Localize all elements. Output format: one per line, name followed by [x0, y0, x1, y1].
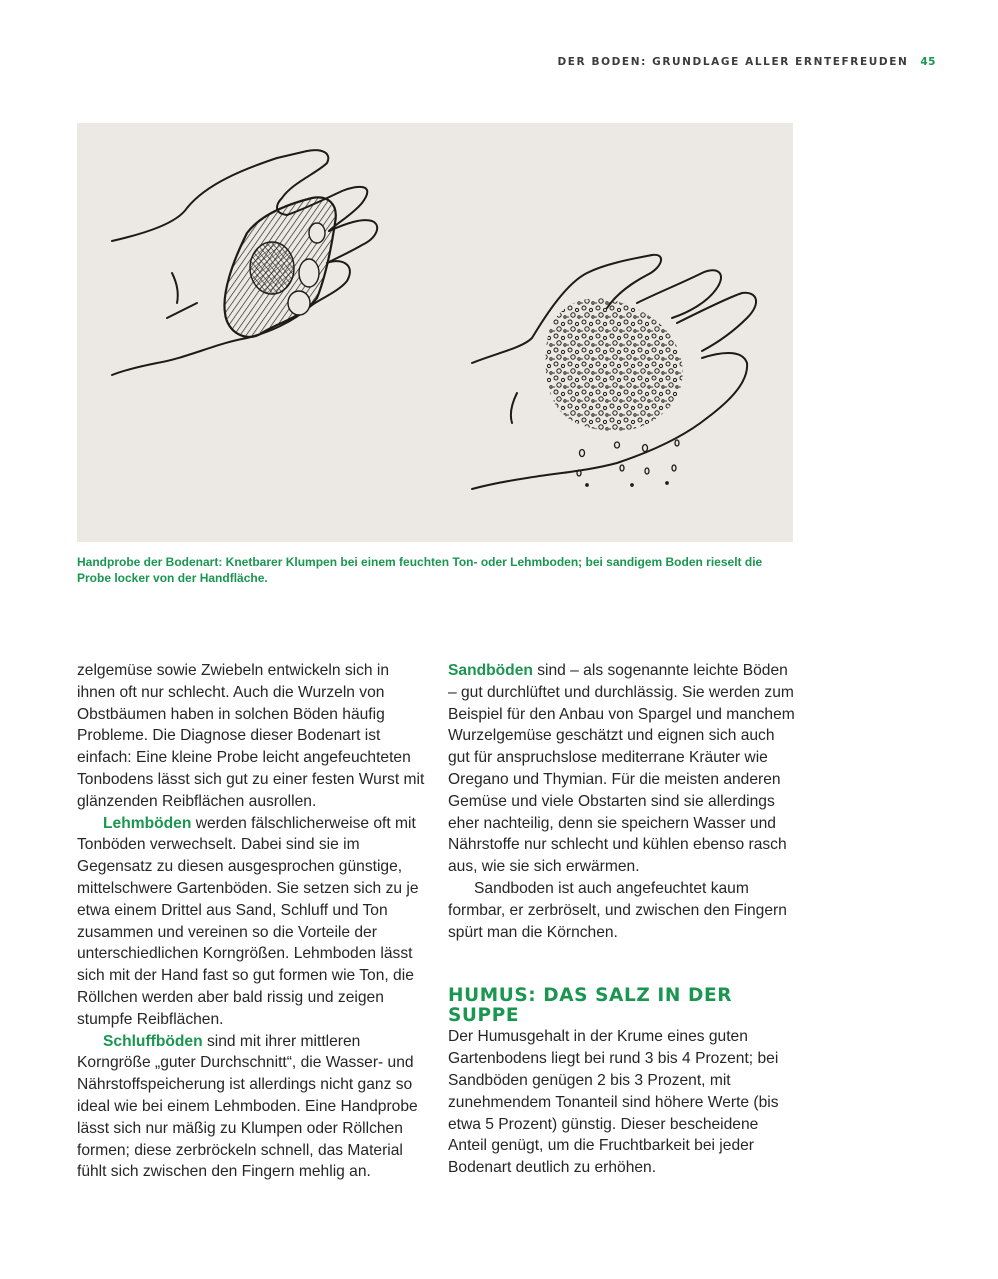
running-title: DER BODEN: GRUNDLAGE ALLER ERNTEFREUDEN	[557, 56, 909, 68]
paragraph-humus: Der Humusgehalt in der Krume eines guten Gartenbodens liegt bei rund 3 bis 4 Prozent; bei Sandböden genügen 2 bis 3 Prozent, mit zunehmendem Tonanteil sind höhere Werte (bis etwa 5 Prozent) günstig. Dieser bescheidene Anteil genügt, um die Fruchtbarkeit bei jeder Bodenart deutlich zu erhöhen.	[448, 1028, 779, 1177]
paragraph-loam-text: werden fälschlicherweise oft mit Tonböden verwechselt. Dabei sind sie im Gegensatz zu diesen ausgesprochen günstige, mittelschwere Gartenböden. Sie setzen sich zu je etwa einem Drittel aus Sand, Schluff und Ton zusammen und vereinen so die Vorteile der unterschiedlichen Korngrößen. Lehmboden lässt sich mit der Hand fast so gut formen wie Ton, die Röllchen werden aber bald rissig und zeigen stumpfe Reibflächen.	[77, 814, 419, 1028]
keyword-sand: Sandböden	[448, 662, 533, 679]
paragraph-loam-soil	[77, 813, 427, 1031]
section-heading-humus: HUMUS: DAS SALZ IN DER SUPPE	[448, 985, 733, 1027]
paragraph-silt-soil	[77, 1031, 427, 1184]
figure-caption: Handprobe der Bodenart: Knetbarer Klumpen bei einem feuchten Ton- oder Lehmboden; bei sandigem Boden rieselt die Probe locker von der Handfläche.	[77, 555, 763, 585]
paragraph-clay-soil: zelgemüse sowie Zwiebeln entwickeln sich in ihnen oft nur schlecht. Auch die Wurzeln von Obstbäumen haben in solchen Böden häufig Probleme. Die Diagnose dieser Bodenart ist einfach: Eine kleine Probe leicht angefeuchteten Tonbodens lässt sich gut zu einer festen Wurst mit glänzenden Reibflächen ausrollen.	[77, 662, 425, 810]
running-head	[520, 56, 936, 68]
paragraph-sand-soil	[448, 660, 798, 878]
page-number: 45	[920, 56, 936, 68]
keyword-silt: Schluffböden	[103, 1032, 203, 1050]
text-column-right	[448, 660, 798, 1179]
soil-hand-test-illustration	[77, 123, 793, 542]
falling-grains	[577, 440, 679, 486]
hands-drawing	[77, 123, 793, 542]
paragraph-silt-text: sind mit ihrer mittleren Korngröße „guter Durchschnitt“, die Wasser- und Nährstoffspeicherung ist allerdings nicht ganz so ideal wie bei einem Lehmboden. Eine Handprobe lässt sich nur mäßig zu Klumpen oder Röllchen formen; diese zerbröckeln schnell, das Material fühlt sich zwischen den Fingern mehlig an.	[77, 1032, 418, 1181]
paragraph-sand-test: Sandboden ist auch angefeuchtet kaum formbar, er zerbröselt, und zwischen den Fingern spürt man die Körnchen.	[448, 879, 787, 941]
sand-pile	[545, 298, 682, 431]
keyword-loam: Lehmböden	[103, 814, 192, 832]
text-column-left	[77, 660, 427, 1183]
paragraph-sand-text: sind – als sogenannte leichte Böden – gut durchlüftet und durchlässig. Sie werden zum Beispiel für den Anbau von Spargel und manchem Wurzelgemüse geschätzt und eignen sich auch gut für anspruchslose mediterrane Kräuter wie Oregano und Thymian. Für die meisten anderen Gemüse und viele Obstarten sind sie allerdings eher nachteilig, denn sie speichern Wasser und Nährstoffe nur schlecht und kühlen ebenso rasch aus, wie sie sich erwärmen.	[448, 662, 795, 876]
